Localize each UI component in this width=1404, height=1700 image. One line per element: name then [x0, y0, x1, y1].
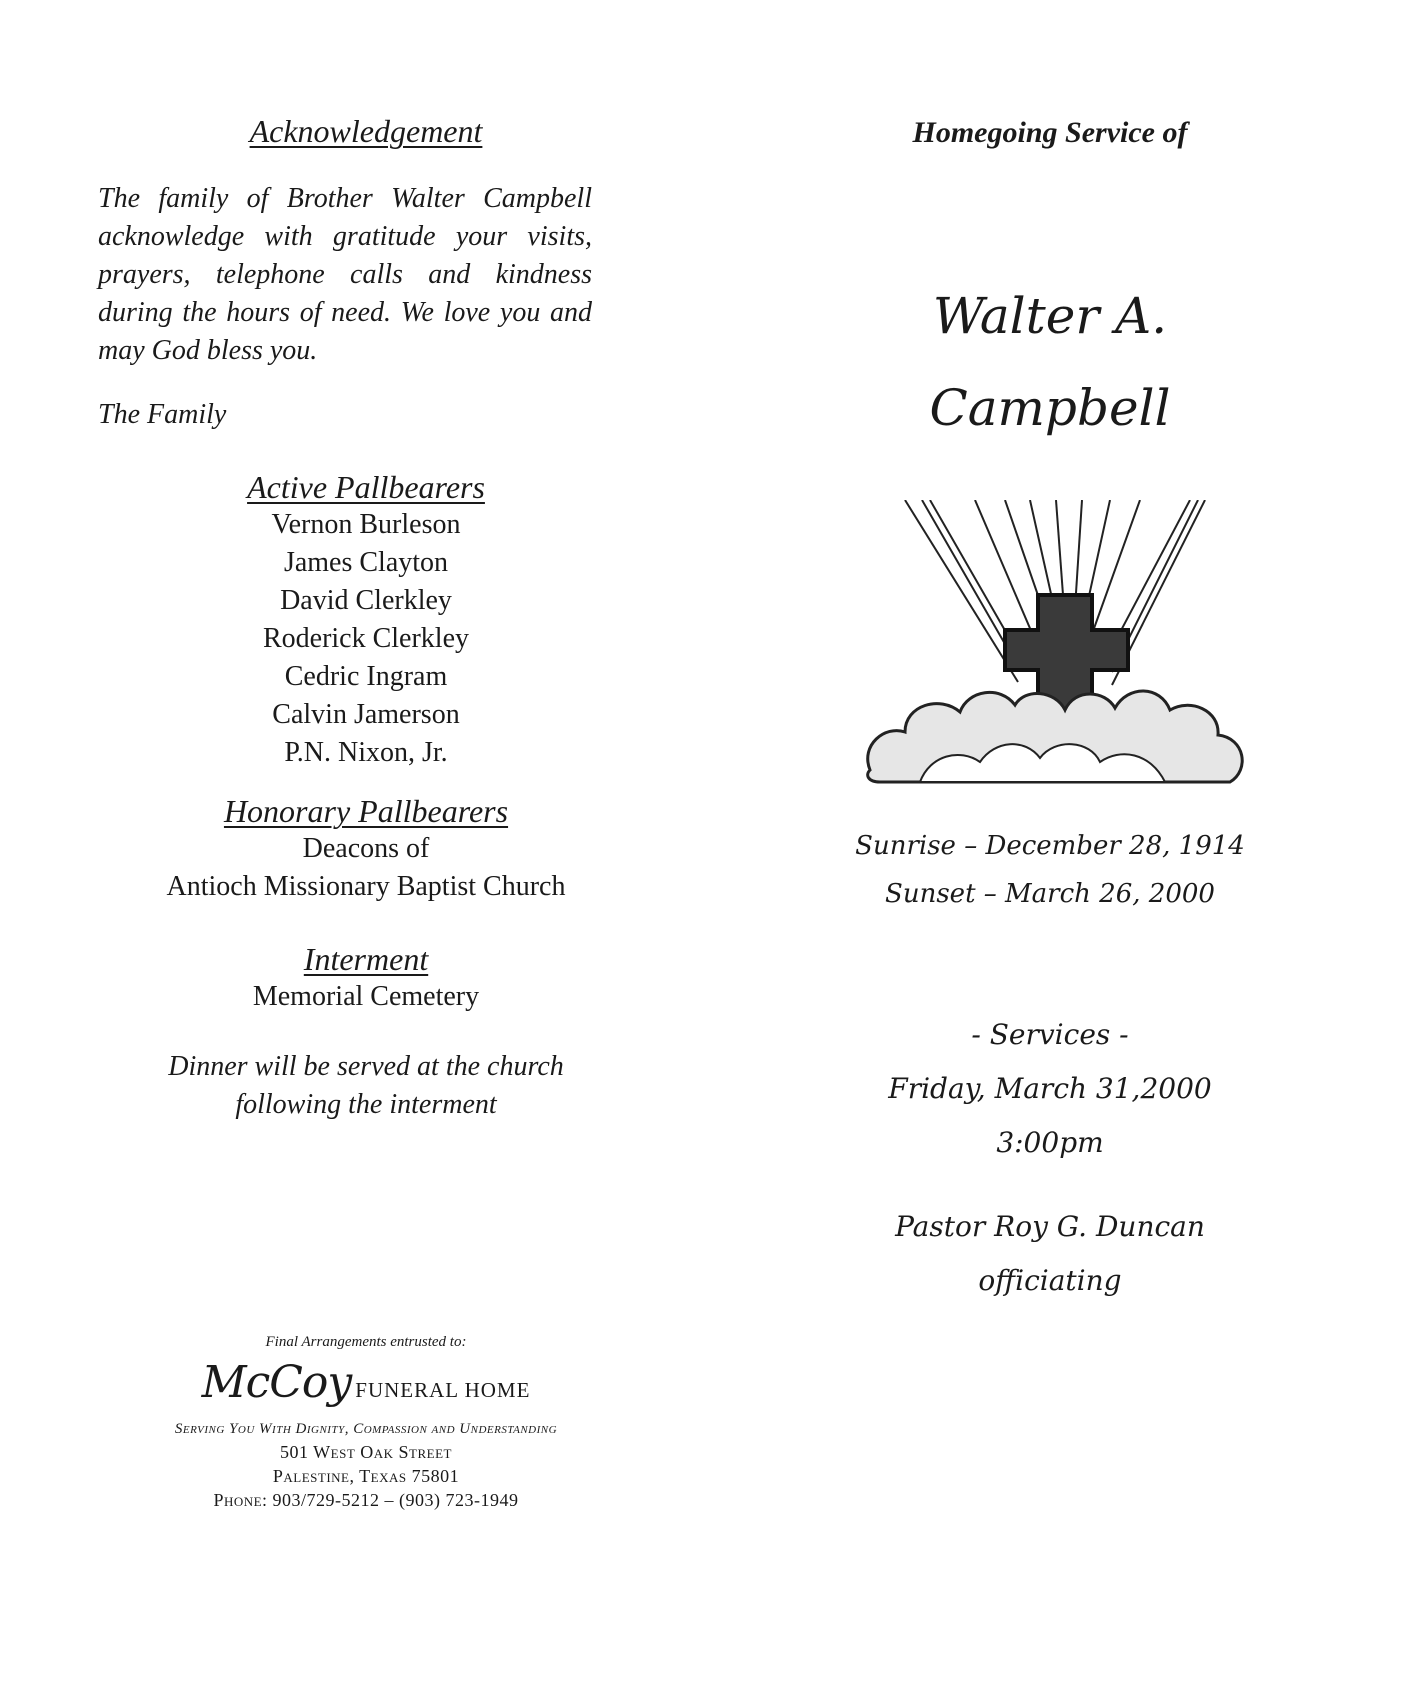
dinner-line: Dinner will be served at the church [168, 1051, 564, 1082]
deceased-name-line1: Walter A. [932, 287, 1168, 345]
pallbearer-name: Roderick Clerkley [262, 623, 470, 654]
cross-clouds-illustration [860, 500, 1250, 830]
active-pallbearers-list [90, 506, 642, 772]
deceased-name-line2: Campbell [929, 379, 1171, 437]
funeral-street: 501 West Oak Street [280, 1442, 452, 1462]
honorary-pallbearers-list [90, 830, 642, 906]
dinner-line: following the interment [235, 1089, 497, 1120]
funeral-city: Palestine, Texas 75801 [272, 1466, 460, 1486]
pastor-name: Pastor Roy G. Duncan [895, 1210, 1205, 1243]
arrangements-text: Final Arrangements entrusted to: [265, 1334, 467, 1350]
pallbearer-name: James Clayton [283, 547, 449, 578]
dinner-note [90, 1048, 642, 1124]
officiant [800, 1200, 1300, 1308]
pallbearer-name: Cedric Ingram [284, 661, 448, 692]
sunset-date: Sunset – March 26, 2000 [885, 879, 1215, 909]
acknowledgement-text: The family of Brother Walter Campbell acknowledge with gratitude your visits, prayers, telephone calls and kindness during the hours of need. We love you and may God bless you. [98, 183, 592, 366]
pallbearer-name: Vernon Burleson [271, 509, 461, 540]
acknowledgement-heading: Acknowledgement [249, 113, 483, 149]
deceased-name [800, 270, 1300, 454]
service-info [800, 1008, 1300, 1170]
honorary-pallbearers-heading: Honorary Pallbearers [223, 793, 509, 829]
honorary-line: Deacons of [302, 833, 430, 864]
life-dates [800, 822, 1300, 918]
acknowledgement-signature: The Family [98, 399, 227, 430]
interment-place: Memorial Cemetery [252, 981, 480, 1012]
officiating-text: officiating [978, 1264, 1122, 1297]
funeral-home-logo [90, 1357, 642, 1408]
funeral-home-block [90, 1334, 642, 1512]
pallbearer-name: Calvin Jamerson [272, 699, 460, 730]
homegoing-header: Homegoing Service of [912, 116, 1188, 149]
funeral-home-text: FUNERAL HOME [355, 1378, 531, 1402]
active-pallbearers-heading: Active Pallbearers [247, 469, 485, 505]
services-time: 3:00pm [996, 1126, 1104, 1159]
interment-heading: Interment [303, 941, 429, 977]
funeral-phone: Phone: 903/729-5212 – (903) 723-1949 [213, 1490, 519, 1510]
services-date: Friday, March 31,2000 [888, 1072, 1212, 1105]
services-label: - Services - [971, 1018, 1129, 1051]
sunrise-date: Sunrise – December 28, 1914 [855, 831, 1245, 861]
mccoy-logo-script: McCoy [201, 1357, 352, 1408]
pallbearer-name: David Clerkley [280, 585, 452, 616]
funeral-motto: Serving You With Dignity, Compassion and Understanding [174, 1421, 558, 1437]
pallbearer-name: P.N. Nixon, Jr. [284, 737, 448, 768]
honorary-line: Antioch Missionary Baptist Church [166, 871, 566, 902]
